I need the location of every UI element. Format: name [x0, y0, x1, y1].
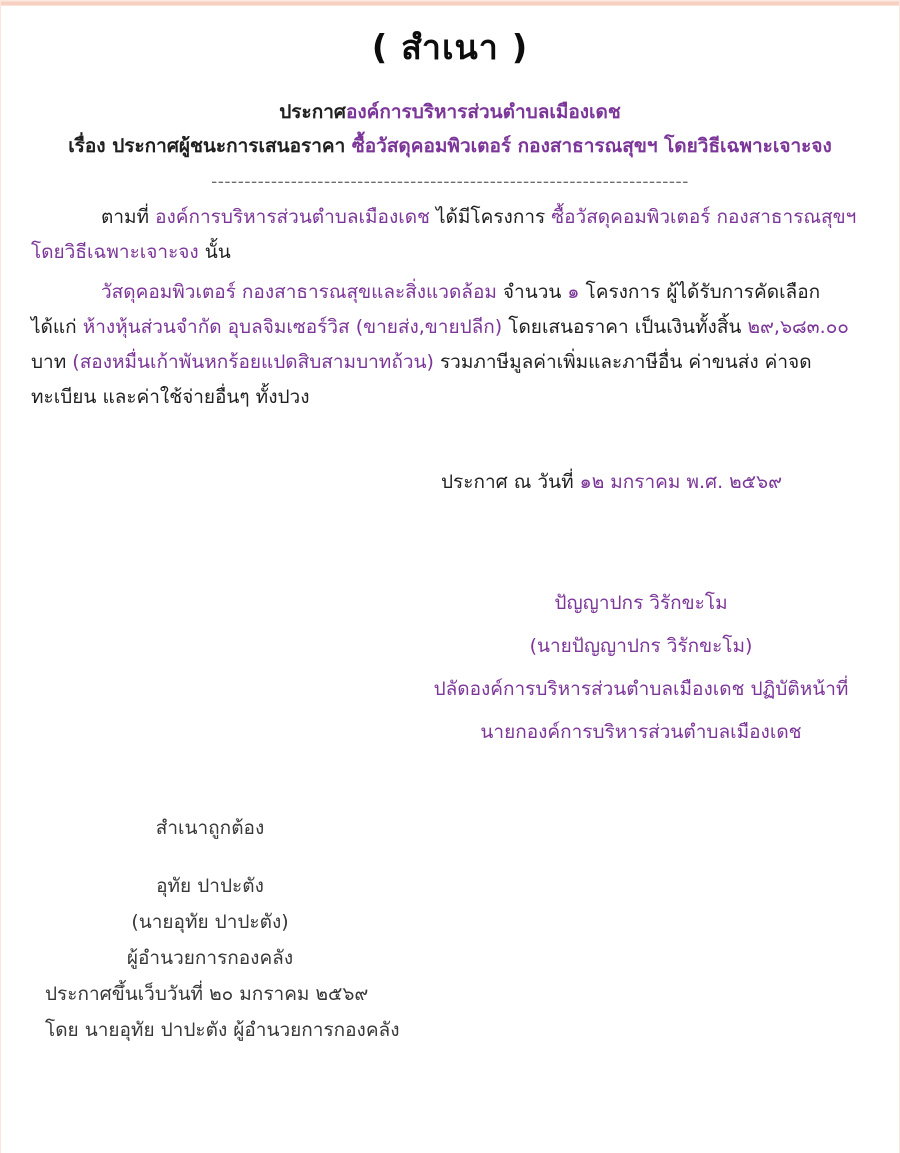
text-segment: ซื้อวัสดุคอมพิวเตอร์ กองสาธารณสุขฯ โดยวิธีเฉพาะเจาะจง [31, 206, 857, 263]
text-segment: โดยเสนอราคา เป็นเงินทั้งสิ้น [508, 316, 748, 338]
signer-name: ปัญญาปกร วิรักขะโม [554, 592, 728, 614]
text-segment: ๒๙,๖๘๓.๐๐ [747, 316, 849, 338]
web-posted-date-line: ประกาศขึ้นเว็บวันที่ ๒๐ มกราคม ๒๕๖๙ [45, 983, 369, 1005]
text-segment: (สองหมื่นเก้าพันหกร้อยแปดสิบสามบาทถ้วน) [72, 351, 440, 373]
copy-label: ( สำเนา ) [371, 28, 529, 68]
certifier-name: อุทัย ปาปะตัง [156, 875, 264, 897]
text-segment: รวมภาษีมูลค่าเพิ่มและภาษีอื่น ค่าขนส่ง ค่าจดทะเบียน และค่าใช้จ่ายอื่นๆ ทั้งปวง [31, 351, 812, 408]
text-segment: ได้มีโครงการ [436, 206, 552, 228]
text-segment: วัสดุคอมพิวเตอร์ กองสาธารณสุขและสิ่งแวดล้อม [101, 281, 503, 303]
text-segment: องค์การบริหารส่วนตำบลเมืองเดช [155, 206, 436, 228]
certify-block [45, 810, 400, 1048]
certifier-title: ผู้อำนวยการกองคลัง [126, 947, 294, 969]
announce-date-label: ประกาศ ณ วันที่ [441, 471, 580, 493]
announce-date-value: ๑๒ มกราคม พ.ศ. ๒๕๖๙ [579, 471, 783, 493]
top-pink-bar [1, 0, 899, 6]
subject-line-prefix: เรื่อง ประกาศผู้ชนะการเสนอราคา [68, 135, 352, 157]
signer-name-paren: (นายปัญญาปกร วิรักขะโม) [529, 635, 753, 657]
certified-correct-label: สำเนาถูกต้อง [155, 817, 265, 839]
text-segment: ห้างหุ้นส่วนจำกัด อุบลจิมเซอร์วิส (ขายส่ง,ขายปลีก) [82, 316, 509, 338]
certifier-name-paren: (นายอุทัย ปาปะตัง) [131, 911, 289, 933]
dashed-separator: ------------------------------------------------------------------------ [211, 172, 689, 192]
subject-line-project: ซื้อวัสดุคอมพิวเตอร์ กองสาธารณสุขฯ โดยวิธีเฉพาะเจาะจง [351, 135, 832, 157]
text-segment: โครงการ ผู้ได้รับการคัดเลือก ได้แก่ [31, 281, 821, 338]
announce-date-line [31, 465, 869, 500]
paragraph-2 [31, 275, 869, 415]
subject-line [31, 130, 869, 162]
signer-title-2: นายกองค์การบริหารส่วนตำบลเมืองเดช [480, 721, 802, 743]
paragraph-1 [31, 200, 869, 270]
signer-title-1: ปลัดองค์การบริหารส่วนตำบลเมืองเดช ปฏิบัติหน้าที่ [433, 678, 849, 700]
document-content [1, 20, 899, 1048]
announcement-title-prefix: ประกาศ [279, 101, 346, 123]
text-segment: นั้น [204, 241, 231, 263]
text-segment: จำนวน [502, 281, 568, 303]
text-segment: ๑ [567, 281, 586, 303]
posted-by-line: โดย นายอุทัย ปาปะตัง ผู้อำนวยการกองคลัง [45, 1019, 400, 1041]
text-segment: ตามที่ [101, 206, 156, 228]
announcement-title-org: องค์การบริหารส่วนตำบลเมืองเดช [345, 101, 621, 123]
signer-block [361, 582, 900, 754]
text-segment: บาท [31, 351, 73, 373]
announcement-title [31, 96, 869, 128]
spacer [45, 846, 375, 868]
